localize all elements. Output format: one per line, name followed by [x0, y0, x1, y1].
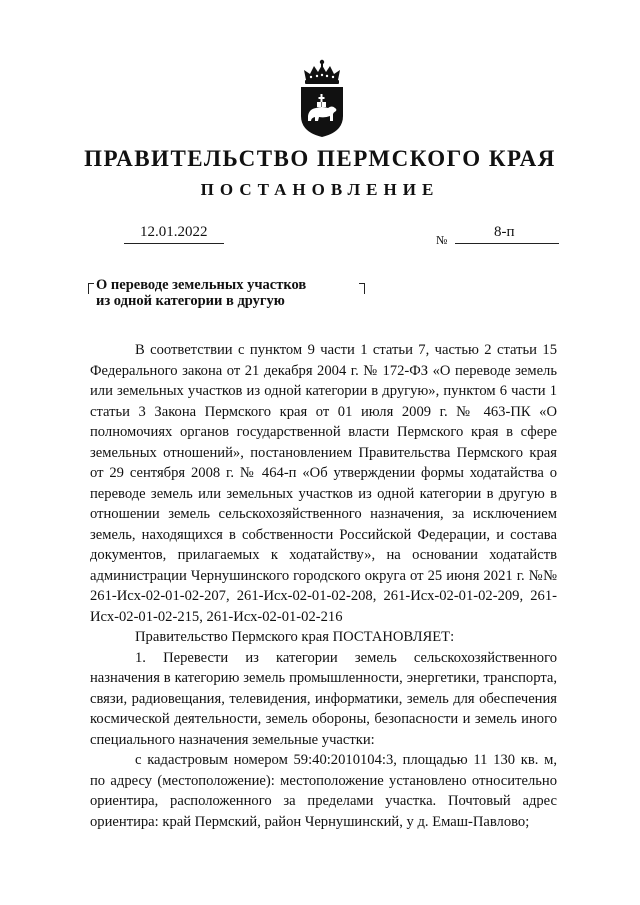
number-underline [455, 243, 559, 244]
number-sign: № [436, 233, 448, 247]
subject-line-1: О переводе земельных участков [96, 277, 307, 293]
subject-line-2: из одной категории в другую [96, 293, 285, 309]
parcel-paragraph: с кадастровым номером 59:40:2010104:3, площадью 11 130 кв. м, по адресу (местоположение): местоположение установлено относительно ориентира, расположенного за пределами участка. Почтовый адрес ориентира: край Пермский, район Чернушинский, у д. Емаш-Павлово; [90, 752, 557, 830]
document-type: ПОСТАНОВЛЕНИЕ [200, 180, 440, 199]
subject-bracket-right [359, 283, 365, 294]
org-title: ПРАВИТЕЛЬСТВО ПЕРМСКОГО КРАЯ [84, 146, 556, 171]
clause-1-paragraph: 1. Перевести из категории земель сельскохозяйственного назначения в категорию земель промышленности, энергетики, транспорта, связи, радиовещания, телевидения, информатики, земель для обеспечения космической деятельности, земель обороны, безопасности и земель иного специального назначения земельные участки: [90, 649, 557, 748]
subject-bracket-left [88, 283, 94, 294]
preamble-paragraph: В соответствии с пунктом 9 части 1 статьи 7, частью 2 статьи 15 Федерального закона от 21 декабря 2004 г. № 172-ФЗ «О переводе земель или земельных участков из одной категории в другую», пунктом 6 части 1 статьи 3 Закона Пермского края от 01 июля 2009 г. № 463-ПК «О полномочиях органов государственной власти Пермского края в сфере земельных отношений», постановлением Правительства Пермского края от 29 сентября 2008 г. № 464-п «Об утверждении формы ходатайства о переводе земель или земельных участков из одной категории в другую в отношении земель сельскохозяйственного назначения, за исключением земель, находящихся в собственности Российской Федерации, и состава документов, прилагаемых к ходатайству», на основании ходатайств администрации Чернушинского городского округа от 25 июня 2021 г. №№ 261-Исх-02-01-02-207, 261-Исх-02-01-02-208, 261-Исх-02-01-02-209, 261-Исх-02-01-02-215, 261-Исх-02-01-02-216 [90, 342, 557, 625]
document-body [90, 340, 557, 832]
resolution-paragraph: Правительство Пермского края ПОСТАНОВЛЯЕТ: [135, 629, 455, 645]
date-underline [124, 243, 224, 244]
perm-krai-coat-of-arms-icon [297, 58, 347, 138]
document-date: 12.01.2022 [140, 224, 208, 240]
document-subject [96, 277, 306, 309]
document-number: 8-п [494, 224, 515, 240]
